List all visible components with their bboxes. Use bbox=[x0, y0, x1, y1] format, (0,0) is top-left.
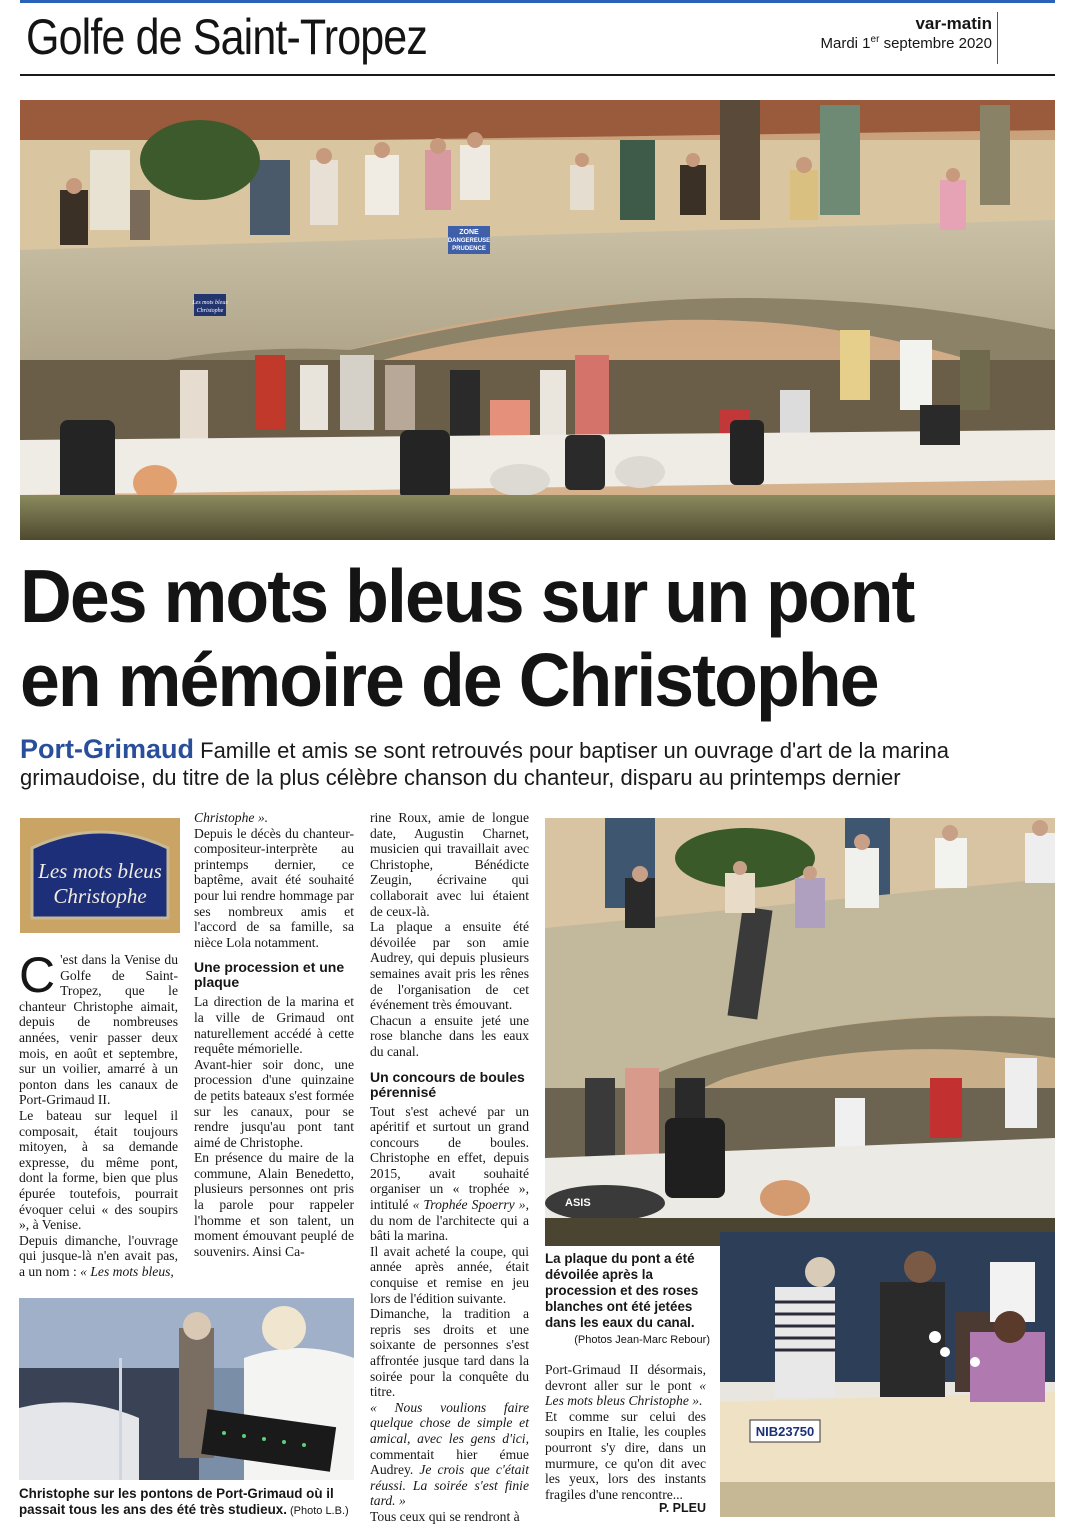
kicker: Port-Grimaud bbox=[20, 734, 195, 764]
svg-text:Les mots bleus: Les mots bleus bbox=[38, 859, 162, 883]
subheading-procession: Une procession et une plaque bbox=[194, 959, 345, 991]
svg-text:ASIS: ASIS bbox=[565, 1197, 591, 1209]
article-column-1: C 'est dans la Venise du Golfe de Saint-Tropez, que le chanteur Christophe aimait, depuis de nombreuses années, venir passer deux mois, en août et septembre, sur un voilier, amarré à un ponton dans les canaux de Port-Grimaud II. Le bateau sur lequel il composait, était toujours mitoyen, à sa demande expresse, du même pont, dont la forme, bien que plus épurée toutefois, pourrait évoquer celui « des soupirs », à Venise. Depuis dimanche, l'ouvrage qui jusque-là n'en avait pas, a un nom : « Les mots bleus, bbox=[19, 947, 178, 1279]
drop-cap: C bbox=[19, 947, 56, 1003]
photo-boat-roses bbox=[720, 1232, 1055, 1517]
plaque-caption: La plaque du pont a été dévoilée après la procession et des roses blanches ont été jetées dans les eaux du canal. bbox=[545, 1251, 699, 1330]
photo-plaque-unveiling bbox=[545, 818, 1055, 1246]
svg-text:Christophe: Christophe bbox=[53, 884, 147, 908]
svg-text:NIB23750: NIB23750 bbox=[755, 1424, 815, 1439]
plaque-credit: (Photos Jean-Marc Rebour) bbox=[574, 1334, 710, 1346]
article-column-2: Christophe ». Depuis le décès du chanteur-compositeur-interprète au printemps dernier, ce baptême, avait été souhaité pour lui rendre hommage par ses nombreux amis et l'accord de sa famille, sa nièce Lola notamment. Une procession et une plaque La direction de la marina et la ville de Grimaud ont naturellement accédé à cette requête mémorielle. Avant-hier soir donc, une procession d'une quinzaine de petits bateaux s'est formée sur les canaux, pour se rendre jusqu'au pont tant aimé de Christophe. En présence du maire de la commune, Alain Benedetto, plusieurs personnes ont pris la parole pour rappeler l'homme et son talent, un moment émouvant peuplé de souvenirs. Ainsi Ca- bbox=[194, 810, 354, 1259]
section-title: Golfe de Saint-Tropez bbox=[26, 9, 428, 65]
issue-date: Mardi 1er septembre 2020 bbox=[820, 34, 992, 52]
plaque-photo bbox=[20, 818, 180, 933]
standfirst: Port-Grimaud Famille et amis se sont retrouvés pour baptiser un ouvrage d'art de la marina grimaudoise, du titre de la plus célèbre chanson du chanteur, disparu au printemps dernier bbox=[20, 734, 950, 790]
svg-text:Les mots bleus: Les mots bleus bbox=[192, 300, 228, 306]
svg-text:Christophe: Christophe bbox=[196, 308, 224, 314]
svg-text:PRUDENCE: PRUDENCE bbox=[452, 246, 486, 252]
header-divider bbox=[997, 12, 998, 64]
subheading-boules: Un concours de boules pérennisé bbox=[370, 1068, 525, 1100]
article-column-3: rine Roux, amie de longue date, Augustin Charnet, musicien qui travaillait avec Christophe, Bénédicte Zeugin, écrivaine qui collaborait avec lui étaient de ceux-là. La plaque a ensuite été dévoilée par son amie Audrey, qui depuis plusieurs semaines avait pris les rênes de l'organisation de cet événement très émouvant. Chacun a ensuite jeté une rose blanche dans les eaux du canal. Un concours de boules pérennisé Tout s'est achevé par un apéritif et surtout un grand concours de boules. Christophe en effet, depuis 2015, avait souhaité organiser un « trophée », intitulé « Trophée Spoerry », du nom de l'architecte qui a bâti la marina. Il avait acheté la coupe, qui année après année, était conquise et remise en jeu lors de l'édition suivante. Dimanche, la tradition a repris ses droits et une soixante de personnes s'est affrontée jusque tard dans la soirée pour la conquête du titre. « Nous voulions faire quelque chose de simple et amical, avec les gens d'ici, commentait hier émue Audrey. Je crois que c'était réussi. La soirée s'est finie tard. » Tous ceux qui se rendront à bbox=[370, 810, 529, 1524]
headline: Des mots bleus sur un pont en mémoire de Christophe bbox=[20, 554, 914, 722]
article-column-4: Port-Grimaud II désormais, devront aller sur le pont « Les mots bleus Christophe ». Et comme sur celui des soupirs en Italie, les couples pourront s'y dire, dans un murmure, ce qu'on dit avec les yeux, lors des instants fragiles d'une rencontre... bbox=[545, 1362, 706, 1502]
svg-text:ZONE: ZONE bbox=[459, 229, 479, 236]
header-rule bbox=[20, 74, 1055, 76]
top-rule bbox=[20, 0, 1055, 3]
svg-text:DANGEREUSE: DANGEREUSE bbox=[447, 238, 491, 244]
main-photo-bridge-crowd bbox=[20, 100, 1055, 540]
author-signature: P. PLEU bbox=[658, 1501, 706, 1515]
portrait-caption: Christophe sur les pontons de Port-Grimaud où il passait tous les ans des été très studieux. (Photo L.B.) bbox=[19, 1486, 349, 1517]
brand-name: var-matin bbox=[915, 14, 992, 33]
portrait-photo-christophe bbox=[19, 1298, 354, 1480]
